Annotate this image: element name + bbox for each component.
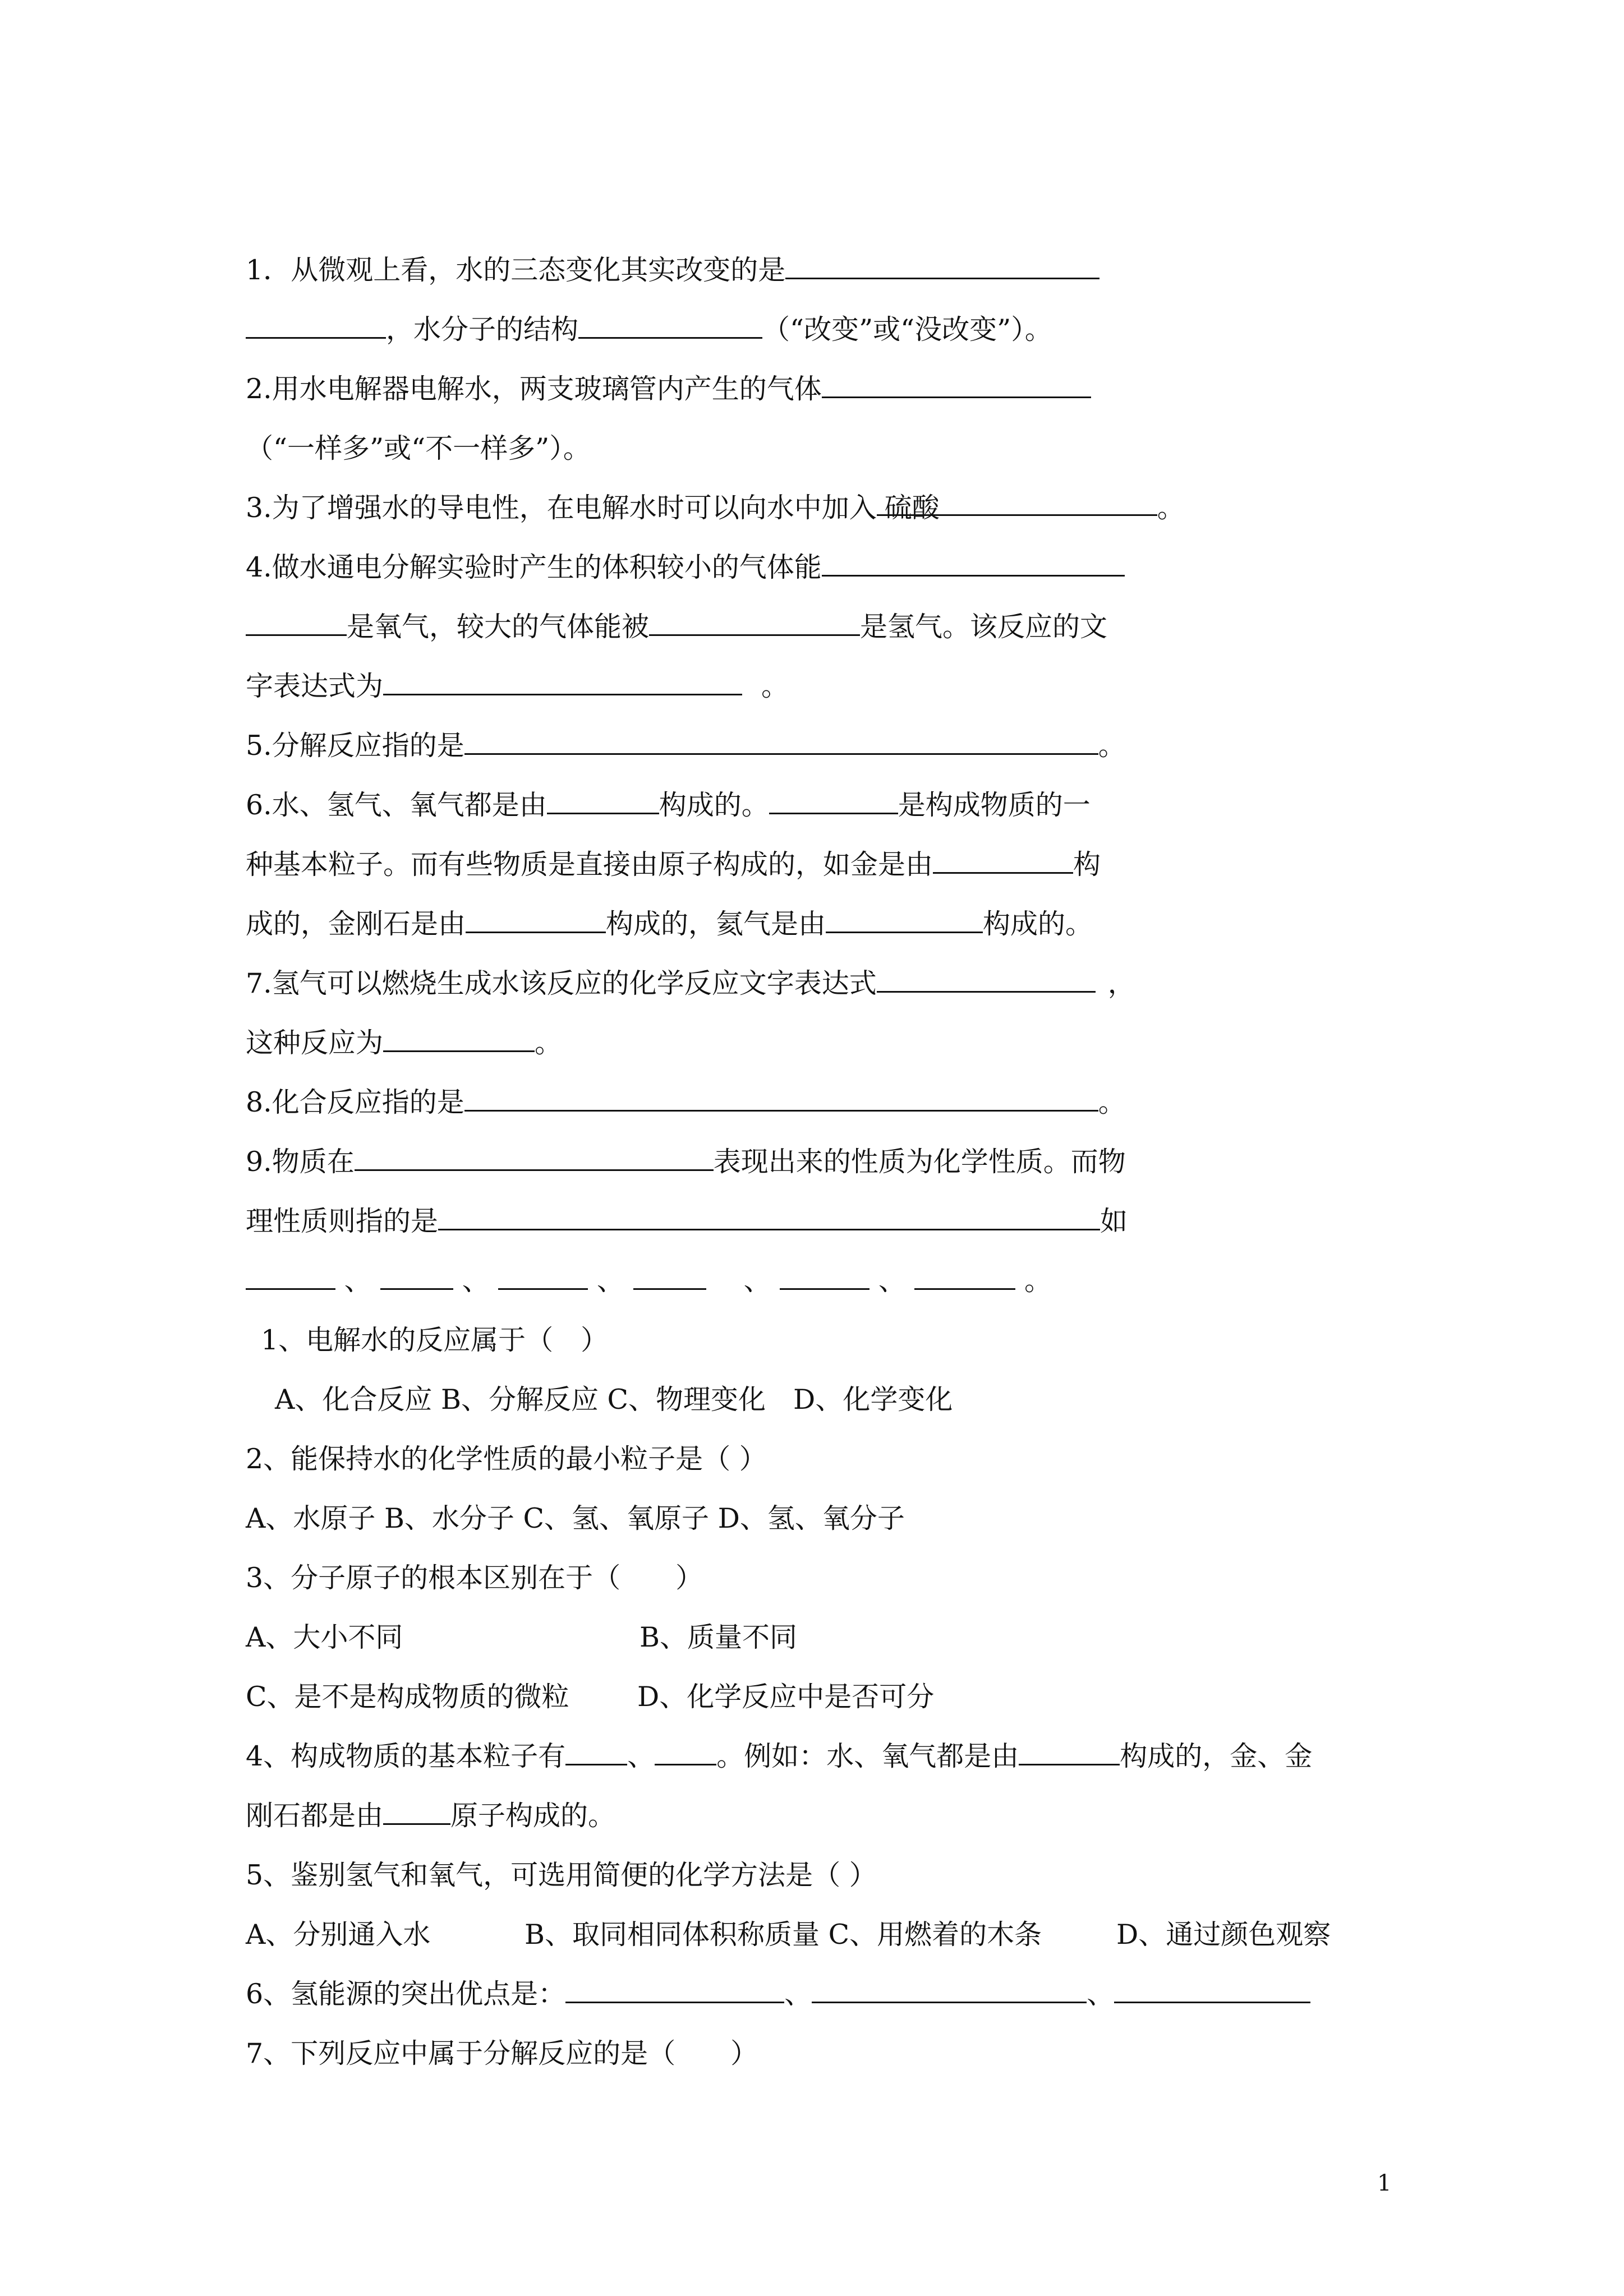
c4-blank-3[interactable] <box>1019 1741 1120 1765</box>
c5-option-d-text: D、通过颜色观察 <box>1116 1919 1331 1951</box>
q5-line-1 <box>246 729 1126 763</box>
c4-text-b: 。例如：水、氧气都是由 <box>716 1740 1019 1772</box>
q4-blank-4[interactable] <box>383 671 742 695</box>
q3-text-b: 。 <box>1157 492 1185 524</box>
c2-question-text: 2、能保持水的化学性质的最小粒子是（ ） <box>246 1443 767 1475</box>
q9-line-1 <box>246 1145 1126 1179</box>
q1-line-2 <box>246 313 1052 347</box>
q9-example-blank-5[interactable] <box>780 1265 869 1290</box>
q3-answer-blank[interactable] <box>877 491 1157 524</box>
q6-text-e: 构 <box>1073 849 1101 880</box>
q9-separator-1: 、 <box>344 1265 372 1297</box>
q7-line-2 <box>246 1026 562 1060</box>
q7-blank-2[interactable] <box>383 1027 535 1052</box>
q6-blank-3[interactable] <box>933 849 1073 874</box>
q9-line-3 <box>246 1264 1052 1298</box>
q8-blank-1[interactable] <box>464 1087 1098 1112</box>
c6-blank-3[interactable] <box>1114 1979 1310 2003</box>
c6-separator-2: 、 <box>1087 1978 1115 2010</box>
q9-blank-2[interactable] <box>438 1206 1100 1230</box>
q2-text-b: （“一样多”或“不一样多”）。 <box>246 432 591 464</box>
q6-line-1 <box>246 789 1091 822</box>
q7-blank-1[interactable] <box>877 968 1096 993</box>
c4-text-c: 构成的，金、金 <box>1120 1740 1313 1772</box>
c3-option-d-text: D、化学反应中是否可分 <box>637 1681 935 1713</box>
c4-text-d: 刚石都是由 <box>246 1800 384 1832</box>
c7-question <box>246 2037 758 2071</box>
c5-option-a-text: A、分别通入水 <box>246 1919 431 1951</box>
c3-question-text: 3、分子原子的根本区别在于（ ） <box>246 1562 703 1594</box>
q4-text-a: 4.做水通电分解实验时产生的体积较小的气体能 <box>246 551 822 583</box>
c4-separator: 、 <box>627 1740 655 1772</box>
q1-text-a: 从微观上看，水的三态变化其实改变的是 <box>291 254 786 286</box>
q7-text-c: 这种反应为 <box>246 1027 384 1059</box>
c6-blank-1[interactable] <box>565 1979 784 2003</box>
q3-answer: 硫酸 <box>884 492 940 524</box>
c3-option-c-text: C、是不是构成物质的微粒 <box>246 1681 569 1713</box>
q1-blank-2[interactable] <box>246 314 386 339</box>
q2-line-1 <box>246 372 1091 406</box>
q6-text-b: 构成的。 <box>659 789 769 821</box>
q9-text-a: 9.物质在 <box>246 1146 355 1178</box>
c3-option-b <box>640 1621 797 1654</box>
q4-line-3 <box>246 670 789 703</box>
q6-text-g: 构成的，氦气是由 <box>606 908 826 940</box>
q1-line-1 <box>246 253 1099 287</box>
q9-example-blank-4[interactable] <box>633 1265 706 1290</box>
q6-text-c: 是构成物质的一 <box>898 789 1091 821</box>
c3-option-b-text: B、质量不同 <box>640 1621 798 1653</box>
q4-line-2 <box>246 610 1107 644</box>
q7-text-b: ， <box>1107 967 1135 999</box>
c5-option-d <box>1116 1918 1331 1952</box>
c3-option-c <box>246 1680 569 1714</box>
q6-blank-5[interactable] <box>826 909 983 933</box>
c1-options <box>275 1383 953 1417</box>
q1-text-c: （“改变”或“没改变”）。 <box>762 313 1052 345</box>
q9-separator-5: 、 <box>878 1265 906 1297</box>
c4-text-e: 原子构成的。 <box>450 1800 616 1832</box>
q9-separator-3: 、 <box>596 1265 624 1297</box>
c4-blank-1[interactable] <box>565 1741 627 1765</box>
c2-options-text: A、水原子 B、水分子 C、氢、氧原子 D、氢、氧分子 <box>246 1502 905 1534</box>
q9-separator-2: 、 <box>462 1265 490 1297</box>
c1-options-text: A、化合反应 B、分解反应 C、物理变化 D、化学变化 <box>275 1384 953 1416</box>
q4-blank-3[interactable] <box>649 611 860 636</box>
c3-option-a <box>246 1621 403 1654</box>
q1-blank-3[interactable] <box>578 314 762 339</box>
q9-text-b: 表现出来的性质为化学性质。而物 <box>713 1146 1126 1178</box>
q3-text-a: 3.为了增强水的导电性，在电解水时可以向水中加入 <box>246 492 877 524</box>
q9-example-blank-6[interactable] <box>914 1265 1015 1290</box>
c7-question-text: 7、下列反应中属于分解反应的是（ ） <box>246 2037 758 2069</box>
q6-blank-1[interactable] <box>547 790 659 814</box>
q9-example-blank-1[interactable] <box>246 1265 335 1290</box>
q9-text-d: 如 <box>1100 1205 1128 1237</box>
c3-option-d <box>637 1680 934 1714</box>
q6-text-f: 成的，金刚石是由 <box>246 908 466 940</box>
q8-text-a: 8.化合反应指的是 <box>246 1086 464 1118</box>
q2-blank-1[interactable] <box>822 374 1091 398</box>
q3-line-1 <box>246 491 1185 525</box>
q9-blank-1[interactable] <box>355 1146 714 1171</box>
q4-text-b: 是氧气，较大的气体能被 <box>347 611 650 643</box>
c4-text-a: 4、构成物质的基本粒子有 <box>246 1740 566 1772</box>
c6-text-a: 6、氢能源的突出优点是： <box>246 1978 566 2010</box>
q8-line-1 <box>246 1086 1126 1119</box>
q6-line-3 <box>246 907 1093 941</box>
q2-line-2 <box>246 432 591 465</box>
c4-blank-4[interactable] <box>383 1800 450 1825</box>
c1-question-text: 1、电解水的反应属于（ ） <box>261 1324 609 1356</box>
q7-text-a: 7.氢气可以燃烧生成水该反应的化学反应文字表达式 <box>246 967 877 999</box>
q4-line-1 <box>246 551 1125 584</box>
c6-separator-1: 、 <box>784 1978 812 2010</box>
q6-blank-2[interactable] <box>769 790 898 814</box>
q9-line-2 <box>246 1205 1128 1238</box>
q6-text-d: 种基本粒子。而有些物质是直接由原子构成的，如金是由 <box>246 849 933 880</box>
c5-option-bc-text: B、取同相同体积称质量 C、用燃着的木条 <box>525 1919 1042 1951</box>
q7-text-d: 。 <box>535 1027 563 1059</box>
c4-line-1 <box>246 1740 1312 1773</box>
c6-line-1 <box>246 1977 1310 2011</box>
c4-line-2 <box>246 1799 615 1833</box>
q9-separator-4: 、 <box>743 1265 771 1297</box>
q5-text-a: 5.分解反应指的是 <box>246 730 464 762</box>
c5-question-text: 5、鉴别氢气和氧气，可选用简便的化学方法是（ ） <box>246 1859 877 1891</box>
page-number: 1 <box>1377 2170 1392 2196</box>
q2-text-a: 2.用水电解器电解水，两支玻璃管内产生的气体 <box>246 373 822 405</box>
q6-line-2 <box>246 848 1101 882</box>
q6-blank-4[interactable] <box>466 909 606 933</box>
q1-blank-1[interactable] <box>785 255 1099 279</box>
q4-blank-2[interactable] <box>246 611 347 636</box>
c4-blank-2[interactable] <box>655 1741 716 1765</box>
c1-question <box>261 1324 608 1357</box>
q5-text-b: 。 <box>1098 730 1126 762</box>
c3-question <box>246 1561 703 1595</box>
c5-option-a <box>246 1918 430 1952</box>
c3-option-a-text: A、大小不同 <box>246 1621 403 1653</box>
c2-question <box>246 1442 767 1476</box>
c6-blank-2[interactable] <box>812 1979 1087 2003</box>
q5-blank-1[interactable] <box>464 730 1098 755</box>
q6-text-a: 6.水、氢气、氧气都是由 <box>246 789 547 821</box>
c5-option-bc <box>525 1918 1042 1952</box>
q4-text-d: 字表达式为 <box>246 670 384 702</box>
q9-example-blank-2[interactable] <box>380 1265 453 1290</box>
q6-text-h: 构成的。 <box>983 908 1093 940</box>
q4-blank-1[interactable] <box>822 552 1125 577</box>
q9-end: 。 <box>1024 1265 1052 1297</box>
q4-text-e: 。 <box>761 670 789 702</box>
c5-question <box>246 1859 877 1892</box>
q1-text-b: ，水分子的结构 <box>386 313 579 345</box>
q7-line-1 <box>246 967 1135 1001</box>
q9-text-c: 理性质则指的是 <box>246 1205 439 1237</box>
q1-number: 1． <box>246 254 291 286</box>
c2-options <box>246 1502 905 1536</box>
q4-text-c: 是氢气。该反应的文 <box>860 611 1108 643</box>
q8-text-b: 。 <box>1098 1086 1126 1118</box>
q9-example-blank-3[interactable] <box>498 1265 588 1290</box>
